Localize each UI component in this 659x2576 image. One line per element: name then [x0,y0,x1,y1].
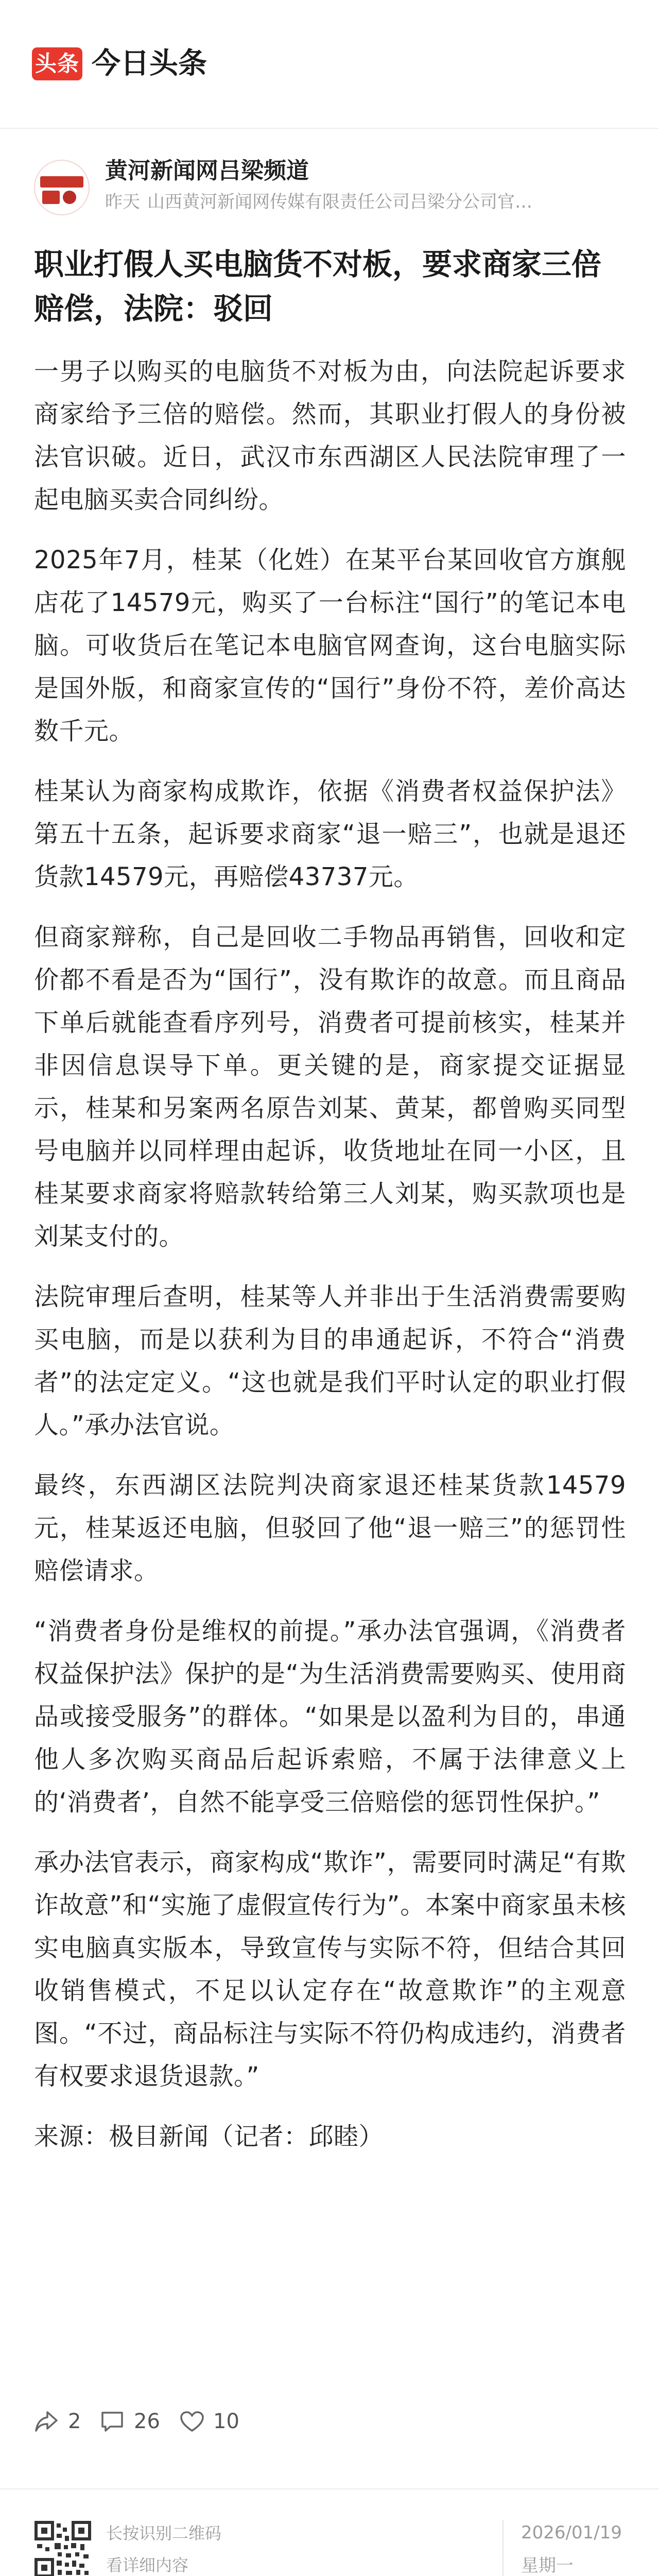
app-title: 今日头条 [92,47,207,80]
avatar-image [34,160,90,215]
qr-hint-line1: 长按识别二维码 [106,2523,222,2543]
comment-icon [100,2410,125,2433]
author-meta [105,190,630,214]
article-paragraph: 最终，东西湖区法院判决商家退还桂某货款14579元，桂某返还电脑，但驳回了他“退一赔三”的惩罚性赔偿请求。 [34,1471,626,1585]
action-bar [34,2401,394,2442]
author-org: 山西黄河新闻网传媒有限责任公司吕梁分公司官… [147,192,532,212]
footer-divider [502,2520,504,2576]
like-button[interactable] [179,2401,277,2442]
comment-count: 26 [134,2410,160,2433]
article-paragraph: 桂某认为商家构成欺诈，依据《消费者权益保护法》第五十五条，起诉要求商家“退一赔三”，也就是退还货款14579元，再赔偿43737元。 [34,777,626,891]
heart-icon [179,2410,205,2433]
app-header [0,0,659,129]
like-count: 10 [213,2410,239,2433]
share-icon [34,2410,59,2433]
share-count: 2 [68,2410,81,2433]
article-paragraph: 但商家辩称，自己是回收二手物品再销售，回收和定价都不看是否为“国行”，没有欺诈的故意。而且商品下单后就能查看序列号，消费者可提前核实，桂某并非因信息误导下单。更关键的是，商家提交证据显示，桂某和另案两名原告刘某、黄某，都曾购买同型号电脑并以同样理由起诉，收货地址在同一小区，且桂某要求商家将赔款转给第三人刘某，购买款项也是刘某支付的。 [34,923,626,1251]
author-name[interactable]: 黄河新闻网吕梁频道 [105,158,309,184]
article-title: 职业打假人买电脑货不对板，要求商家三倍赔偿，法院：驳回 [34,247,602,326]
footer-weekday: 星期一 [521,2555,574,2576]
author-row[interactable] [0,139,659,227]
qr-hint-line2: 看详细内容 [106,2555,189,2575]
article-paragraph: 法院审理后查明，桂某等人并非出于生活消费需要购买电脑，而是以获利为目的串通起诉，不符合“消费者”的法定定义。“这也就是我们平时认定的职业打假人。”承办法官说。 [34,1282,626,1439]
article-body [34,350,626,2176]
article-paragraph: 承办法官表示，商家构成“欺诈”，需要同时满足“有欺诈故意”和“实施了虚假宣传行为”。本案中商家虽未核实电脑真实版本，导致宣传与实际不符，但结合其回收销售模式，不足以认定存在“故意欺诈”的主观意图。“不过，商品标注与实际不符仍构成违约，消费者有权要求退货退款。” [34,1848,626,2091]
publish-time: 昨天 [105,192,140,212]
article-source: 来源：极目新闻（记者：邱睦） [34,2122,384,2151]
article-paragraph: 一男子以购买的电脑货不对板为由，向法院起诉要求商家给予三倍的赔偿。然而，其职业打假人的身份被法官识破。近日，武汉市东西湖区人民法院审理了一起电脑买卖合同纠纷。 [34,357,626,514]
article-paragraph: “消费者身份是维权的前提。”承办法官强调，《消费者权益保护法》保护的是“为生活消费需要购买、使用商品或接受服务”的群体。“如果是以盈利为目的，串通他人多次购买商品后起诉索赔，不属于法律意义上的‘消费者’，自然不能享受三倍赔偿的惩罚性保护。” [34,1617,626,1817]
footer-date: 2026/01/19 [521,2522,622,2543]
article-paragraph: 2025年7月，桂某（化姓）在某平台某回收官方旗舰店花了14579元，购买了一台标注“国行”的笔记本电脑。可收货后在笔记本电脑官网查询，这台电脑实际是国外版，和商家宣传的“国行”身份不符，差价高达数千元。 [34,546,626,745]
qr-code-icon[interactable] [34,2520,92,2576]
share-card-footer [0,2488,659,2576]
media-logo-avatar[interactable] [34,160,90,215]
toutiao-logo-badge[interactable]: 头条 [32,47,82,80]
